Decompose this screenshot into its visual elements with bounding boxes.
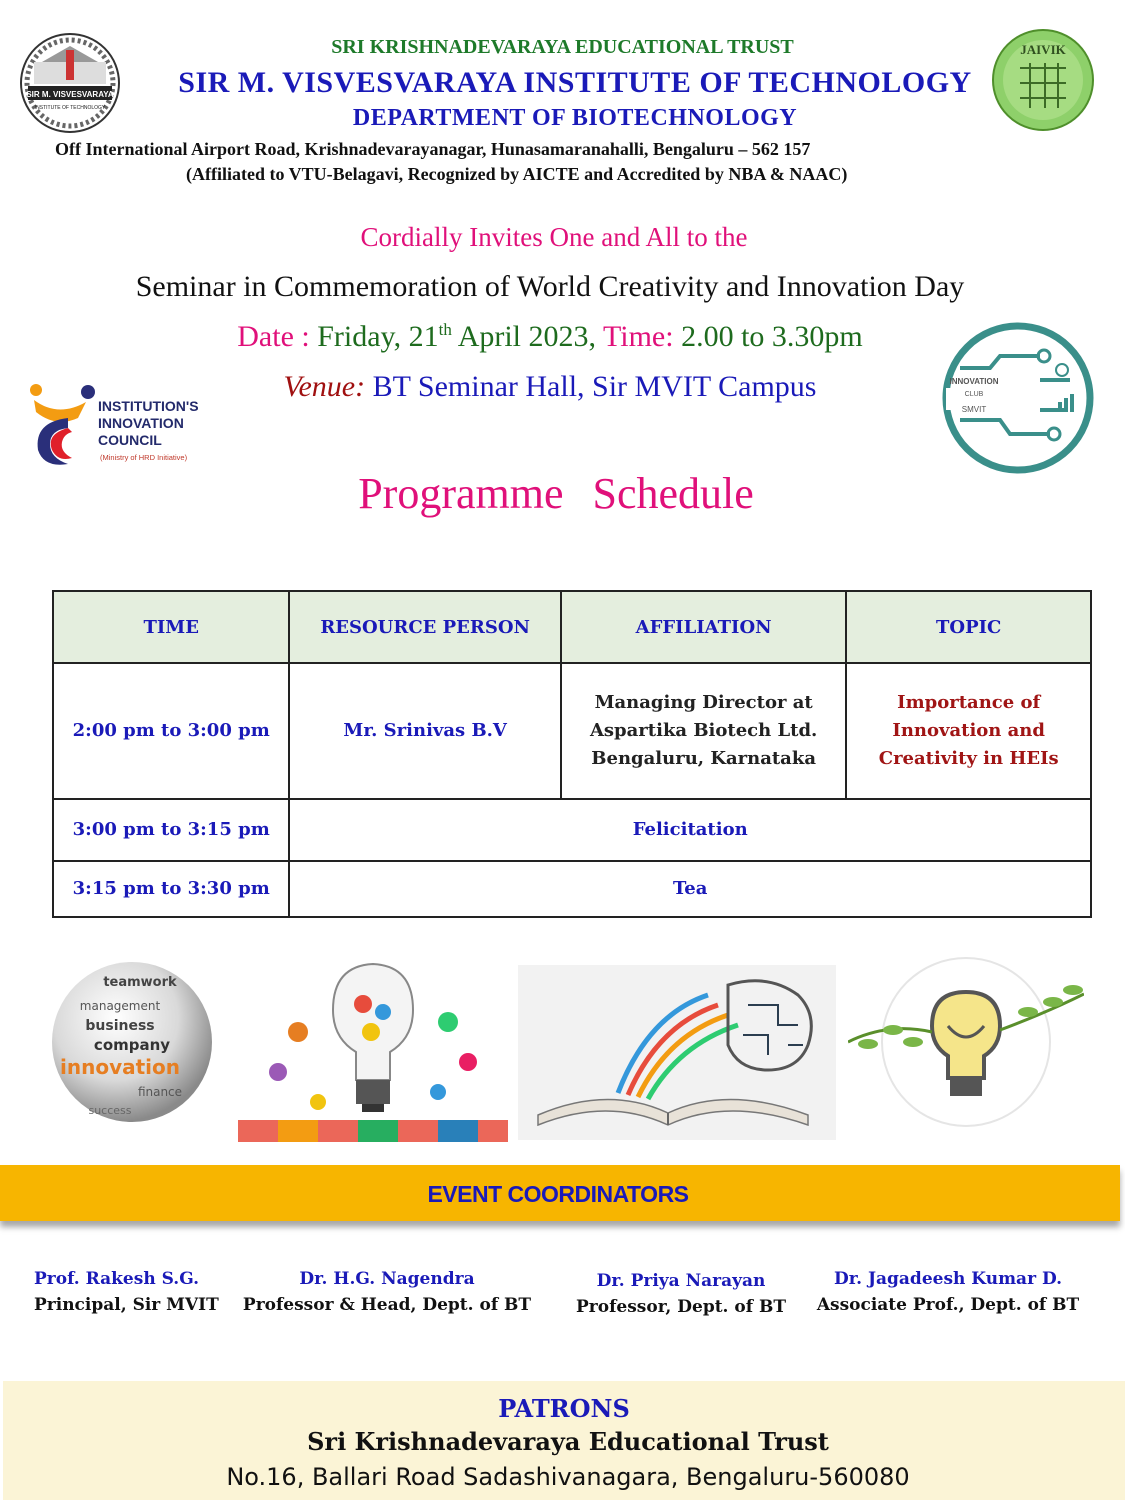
table-header-row	[53, 591, 1091, 663]
sphere-word: success	[88, 1104, 132, 1117]
coordinator-role: Associate Prof., Dept. of BT	[816, 1295, 1080, 1315]
affiliation-line-3: Bengaluru, Karnataka	[591, 748, 816, 769]
table-row	[53, 663, 1091, 799]
topic-line-2: Innovation and	[892, 720, 1045, 741]
patrons-address: No.16, Ballari Road Sadashivanagara, Bengaluru-560080	[226, 1463, 910, 1491]
date-label: Date :	[237, 320, 318, 353]
coordinators-banner	[0, 1165, 1120, 1221]
cell-affiliation	[561, 663, 847, 799]
coordinator-name: Dr. Priya Narayan	[596, 1271, 766, 1291]
patrons-name: Sri Krishnadevaraya Educational Trust	[307, 1427, 829, 1456]
coordinators-title: EVENT COORDINATORS	[427, 1181, 689, 1207]
word-sphere-image	[50, 950, 215, 1135]
logo-left-title: SIR M. VISVESVARAYA	[26, 90, 114, 99]
table-row	[53, 799, 1091, 861]
coordinator-name: Dr. H.G. Nagendra	[299, 1269, 475, 1289]
affiliation-line-1: Managing Director at	[594, 692, 813, 713]
trust-name: SRI KRISHNADEVARAYA EDUCATIONAL TRUST	[331, 36, 794, 58]
cell-time: 3:00 pm to 3:15 pm	[53, 799, 289, 861]
table-row	[53, 861, 1091, 917]
cell-time: 2:00 pm to 3:00 pm	[53, 663, 289, 799]
header-topic: TOPIC	[846, 591, 1091, 663]
coordinator-2	[238, 1266, 536, 1318]
sphere-word: company	[93, 1036, 171, 1054]
date-time-line	[0, 320, 1100, 354]
affiliation-line-2: Aspartika Biotech Ltd.	[589, 720, 818, 741]
coordinator-name: Prof. Rakesh S.G.	[34, 1269, 200, 1289]
time-value: 2.00 to 3.30pm	[681, 320, 863, 353]
coordinator-4	[810, 1266, 1086, 1318]
header-affiliation: AFFILIATION	[561, 591, 847, 663]
date-month-year: April 2023,	[451, 320, 597, 353]
club-text-2: CLUB	[964, 391, 984, 398]
header-resource-person: RESOURCE PERSON	[289, 591, 560, 663]
sphere-word: business	[85, 1018, 155, 1034]
lightbulb-butterflies-image	[238, 952, 508, 1142]
date-value: Friday, 21	[317, 320, 439, 353]
topic-line-1: Importance of	[897, 692, 1041, 713]
club-text-1: INNOVATION	[949, 377, 999, 386]
iic-logo	[28, 378, 228, 470]
cell-person: Mr. Srinivas B.V	[289, 663, 560, 799]
iic-line1: INSTITUTION'S	[98, 398, 199, 414]
sphere-word: finance	[137, 1085, 183, 1099]
iic-line3: COUNCIL	[98, 432, 162, 448]
header-time: TIME	[53, 591, 289, 663]
coordinator-1	[28, 1266, 228, 1318]
sphere-word: management	[79, 999, 161, 1013]
programme-title: Programme Schedule	[358, 469, 754, 518]
patrons-box	[3, 1381, 1125, 1500]
schedule-table	[52, 590, 1092, 918]
cell-topic	[846, 663, 1091, 799]
cell-event: Felicitation	[289, 799, 1091, 861]
coordinator-role: Professor & Head, Dept. of BT	[242, 1295, 532, 1315]
time-label: Time:	[596, 320, 682, 353]
coordinator-name: Dr. Jagadeesh Kumar D.	[834, 1269, 1062, 1289]
topic-line-3: Creativity in HEIs	[878, 748, 1059, 769]
cell-event: Tea	[289, 861, 1091, 917]
institute-address: Off International Airport Road, Krishnadevarayanagar, Hunasamaranahalli, Bengaluru – 562 157	[55, 139, 811, 159]
book-brain-image	[518, 965, 836, 1140]
venue-label: Venue:	[283, 370, 366, 403]
institute-name: SIR M. VISVESVARAYA INSTITUTE OF TECHNOLOGY	[178, 66, 972, 99]
sphere-word: innovation	[60, 1055, 180, 1079]
coordinator-role: Professor, Dept. of BT	[576, 1297, 786, 1317]
sphere-word: teamwork	[103, 975, 177, 990]
cell-time: 3:15 pm to 3:30 pm	[53, 861, 289, 917]
department-name: DEPARTMENT OF BIOTECHNOLOGY	[352, 105, 798, 131]
patrons-title: PATRONS	[498, 1394, 630, 1423]
club-text-3: SMVIT	[961, 405, 987, 414]
iic-sub: (Ministry of HRD Initiative)	[100, 453, 188, 462]
seminar-title: Seminar in Commemoration of World Creativity and Innovation Day	[135, 270, 965, 303]
innovation-club-logo	[940, 320, 1096, 476]
logo-right-title: JAIVIK	[1020, 42, 1066, 57]
eco-lightbulb-image	[848, 952, 1084, 1137]
date-suffix: th	[438, 320, 452, 339]
coordinator-role: Principal, Sir MVIT	[34, 1295, 219, 1315]
invite-line: Cordially Invites One and All to the	[360, 222, 748, 252]
institute-affiliation: (Affiliated to VTU-Belagavi, Recognized by AICTE and Accredited by NBA & NAAC)	[186, 164, 848, 184]
venue-value: BT Seminar Hall, Sir MVIT Campus	[365, 370, 817, 403]
coordinator-3	[568, 1268, 794, 1320]
logo-left-sub: INSTITUTE OF TECHNOLOGY	[34, 105, 106, 111]
iic-line2: INNOVATION	[98, 415, 184, 431]
